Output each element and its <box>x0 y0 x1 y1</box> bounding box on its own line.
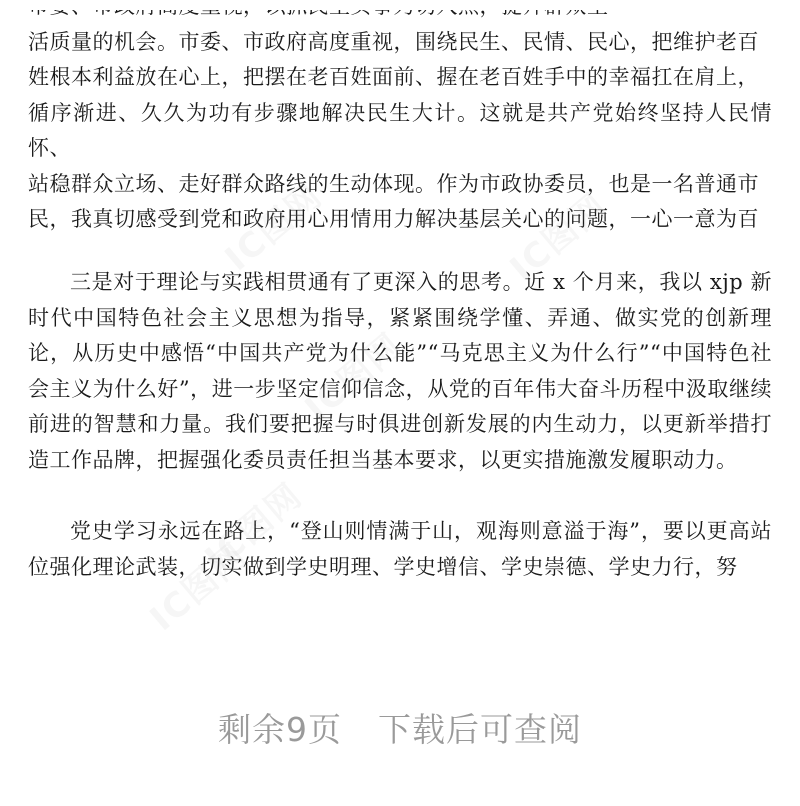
paragraph-2: 三是对于理论与实践相贯通有了更深入的思考。近 x 个月来，我以 xjp 新时代中国特色社会主义思想为指导，紧紧围绕学懂、弄通、做实党的创新理论，从历史中感悟“中国共产党为什么能”“马克思主义为什么行”“中国特色社会主义为什么好”，进一步坚定信仰信念，从党的百年伟大奋斗历程中汲取继续前进的智慧和力量。我们要把握与时俱进创新发展的内生动力，以更新举措打造工作品牌，把握强化委员责任担当基本要求，以更实措施激发履职动力。 <box>28 270 772 472</box>
watermark: IC图网 <box>142 535 256 640</box>
watermark: IC图网 <box>217 175 331 280</box>
paragraph-1-line-4: 循序渐进、久久为功有步骤地解决民生大计。这就是共产党始终坚持人民情怀、 <box>28 100 772 160</box>
paragraph-1 <box>28 0 772 239</box>
paragraph-1-line-2: 活质量的机会。市委、市政府高度重视，围绕民生、民情、民心，把维护老百 <box>28 29 759 54</box>
remaining-pages-banner[interactable] <box>0 704 800 751</box>
download-prompt-label: 下载后可查阅 <box>378 710 582 749</box>
paragraph-1-line-3: 姓根本利益放在心上，把摆在老百姓面前、握在老百姓手中的幸福扛在肩上， <box>28 65 759 89</box>
watermark: IC图网 <box>197 475 311 580</box>
watermark: IC图网 <box>502 185 616 290</box>
paragraph-1-line-6: 民，我真切感受到党和政府用心用情用力解决基层关心的问题，一心一意为百 <box>28 207 759 231</box>
paragraph-1-line-5: 站稳群众立场、走好群众路线的生动体现。作为市政协委员，也是一名普通市 <box>28 171 759 196</box>
remaining-pages-label: 剩余9页 <box>218 710 342 749</box>
paragraph-1-line-7 <box>28 238 772 240</box>
watermark: IC图网 <box>297 325 411 430</box>
paragraph-3: 党史学习永远在路上，“登山则情满于山，观海则意溢于海”，要以更高站位强化理论武装，切实做到学史明理、学史增信、学史崇德、学史力行，努 <box>28 519 772 579</box>
cropped-top-edge <box>0 0 800 10</box>
